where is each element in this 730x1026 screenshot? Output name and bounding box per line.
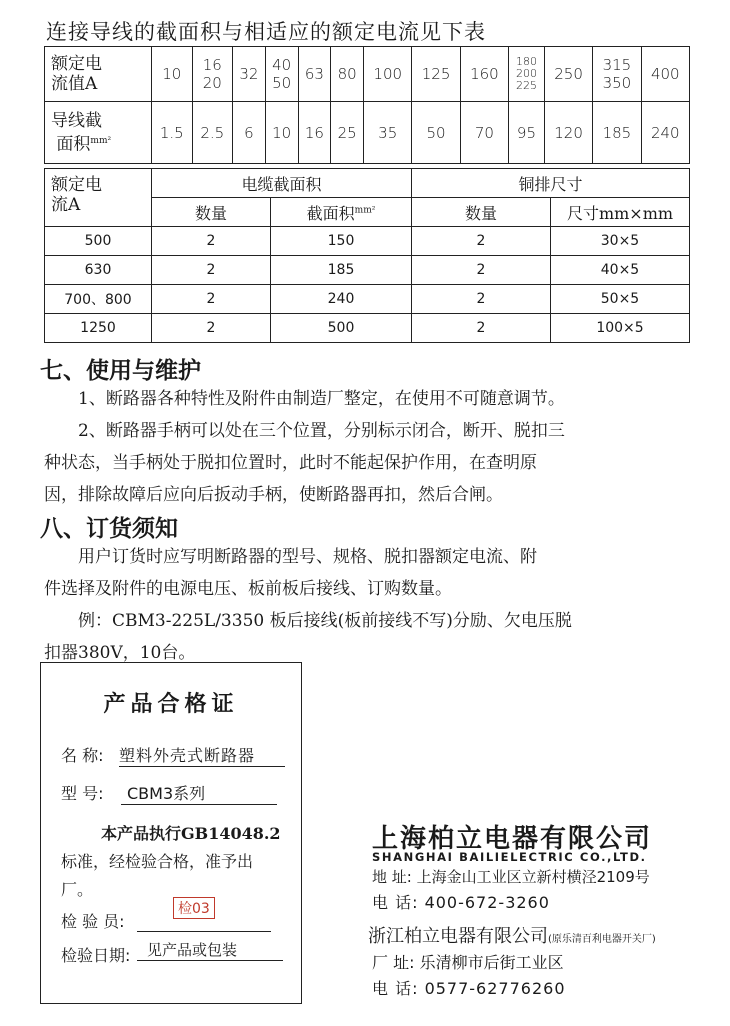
wire-section-table [44, 46, 690, 164]
cell-size: 40×5 [551, 256, 690, 285]
wire-area-cell: 16 [298, 102, 331, 164]
cell-size: 30×5 [551, 227, 690, 256]
section7-p1: 1、断路器各种特性及附件由制造厂整定，在使用不可随意调节。 [78, 389, 565, 409]
intro-text: 连接导线的截面积与相适应的额定电流见下表 [46, 20, 486, 44]
model-value: CBM3系列 [121, 781, 277, 805]
section8-p2-line2: 扣器380V，10台。 [44, 643, 196, 663]
cell-current: 500 [45, 227, 152, 256]
date-value: 见产品或包装 [137, 939, 283, 961]
section8-p1-line2: 件选择及附件的电源电压、板前板后接线、订购数量。 [44, 579, 452, 599]
cell-area: 185 [271, 256, 412, 285]
wire-area-cell: 120 [544, 102, 592, 164]
cell-qty: 2 [152, 256, 271, 285]
rated-current-cell: 16 20 [192, 47, 233, 102]
section7-p2-line2: 种状态，当手柄处于脱扣位置时，此时不能起保护作用，在查明原 [44, 453, 537, 473]
rated-current-cell: 400 [641, 47, 689, 102]
cell-size: 100×5 [551, 314, 690, 343]
rated-current-cell: 32 [233, 47, 266, 102]
cell-qty2: 2 [412, 285, 551, 314]
rated-current-cell: 180 200 225 [509, 47, 545, 102]
model-label: 型 号: [61, 784, 104, 803]
area-header: 截面积$^{mm^2}$ [271, 198, 412, 227]
certificate-title: 产品合格证 [103, 692, 239, 717]
product-certificate [40, 662, 302, 1004]
wire-area-cell: 25 [331, 102, 364, 164]
company-logo-cn: 上海柏立电器有限公司 [372, 824, 653, 854]
wire-area-cell: 95 [509, 102, 545, 164]
rated-current-cell: 40 50 [265, 47, 298, 102]
wire-area-cell: 185 [593, 102, 641, 164]
wire-area-cell: 50 [412, 102, 460, 164]
wire-area-header: 导线截 面积$^{mm^2}$ [45, 102, 152, 164]
standard-line2: 标准，经检验合格，准予出 [61, 852, 254, 871]
table-row [45, 256, 690, 285]
qty-header: 数量 [152, 198, 271, 227]
cable-copper-table [44, 168, 690, 343]
date-label: 检验日期: [61, 946, 131, 965]
section7-p2-line3: 因，排除故障后应向后扳动手柄，使断路器再扣，然后合闸。 [44, 485, 503, 505]
rated-current-cell: 250 [544, 47, 592, 102]
inspector-stamp: 检03 [173, 897, 215, 919]
cell-qty2: 2 [412, 256, 551, 285]
rated-current-header: 额定电 流A [45, 169, 152, 227]
rated-current-cell: 125 [412, 47, 460, 102]
cell-current: 700、800 [45, 285, 152, 314]
wire-area-cell: 6 [233, 102, 266, 164]
name-label: 名 称: [61, 746, 104, 765]
rated-current-cell: 315 350 [593, 47, 641, 102]
zhejiang-company-name: 浙江柏立电器有限公司(原乐清百利电器开关厂) [368, 926, 656, 947]
zhejiang-phone: 电 话: 0577-62776260 [372, 979, 566, 998]
cell-area: 500 [271, 314, 412, 343]
section8-title: 八、订货须知 [40, 516, 178, 542]
section7-p2-line1: 2、断路器手柄可以处在三个位置，分别标示闭合，断开、脱扣三 [78, 421, 565, 441]
wire-area-cell: 35 [364, 102, 412, 164]
inspector-label: 检 验 员: [61, 912, 125, 931]
rated-current-cell: 63 [298, 47, 331, 102]
wire-area-cell: 240 [641, 102, 689, 164]
cell-current: 630 [45, 256, 152, 285]
table-row [45, 314, 690, 343]
shanghai-phone: 电 话: 400-672-3260 [372, 893, 550, 912]
standard-line1: 本产品执行GB14048.2 [101, 824, 281, 843]
zhejiang-company-note: (原乐清百利电器开关厂) [548, 934, 656, 945]
wire-area-cell: 10 [265, 102, 298, 164]
cell-current: 1250 [45, 314, 152, 343]
cell-size: 50×5 [551, 285, 690, 314]
cell-qty: 2 [152, 314, 271, 343]
wire-area-cell: 1.5 [152, 102, 193, 164]
table-row [45, 227, 690, 256]
size-header: 尺寸mm×mm [551, 198, 690, 227]
company-logo-en: SHANGHAI BAILIELECTRIC CO.,LTD. [372, 850, 647, 864]
inspector-line [137, 931, 271, 932]
wire-area-cell: 70 [460, 102, 508, 164]
copper-bar-header: 铜排尺寸 [412, 169, 690, 198]
section8-p2-line1: 例：CBM3-225L/3350 板后接线(板前接线不写)分励、欠电压脱 [78, 611, 572, 631]
cell-area: 150 [271, 227, 412, 256]
rated-current-cell: 100 [364, 47, 412, 102]
section7-title: 七、使用与维护 [40, 358, 201, 384]
rated-current-cell: 160 [460, 47, 508, 102]
cell-qty: 2 [152, 285, 271, 314]
standard-line3: 厂。 [61, 880, 94, 899]
name-value: 塑料外壳式断路器 [119, 743, 285, 767]
wire-area-cell: 2.5 [192, 102, 233, 164]
cell-qty: 2 [152, 227, 271, 256]
rated-current-cell: 80 [331, 47, 364, 102]
cell-qty2: 2 [412, 314, 551, 343]
table-row [45, 285, 690, 314]
cell-qty2: 2 [412, 227, 551, 256]
qty2-header: 数量 [412, 198, 551, 227]
zhejiang-address: 厂 址: 乐清柳市后街工业区 [372, 953, 564, 972]
rated-current-header: 额定电 流值A [45, 47, 152, 102]
cable-area-header: 电缆截面积 [152, 169, 412, 198]
section8-p1-line1: 用户订货时应写明断路器的型号、规格、脱扣器额定电流、附 [78, 547, 537, 567]
rated-current-cell: 10 [152, 47, 193, 102]
shanghai-address: 地 址: 上海金山工业区立新村横泾2109号 [372, 868, 650, 886]
cell-area: 240 [271, 285, 412, 314]
